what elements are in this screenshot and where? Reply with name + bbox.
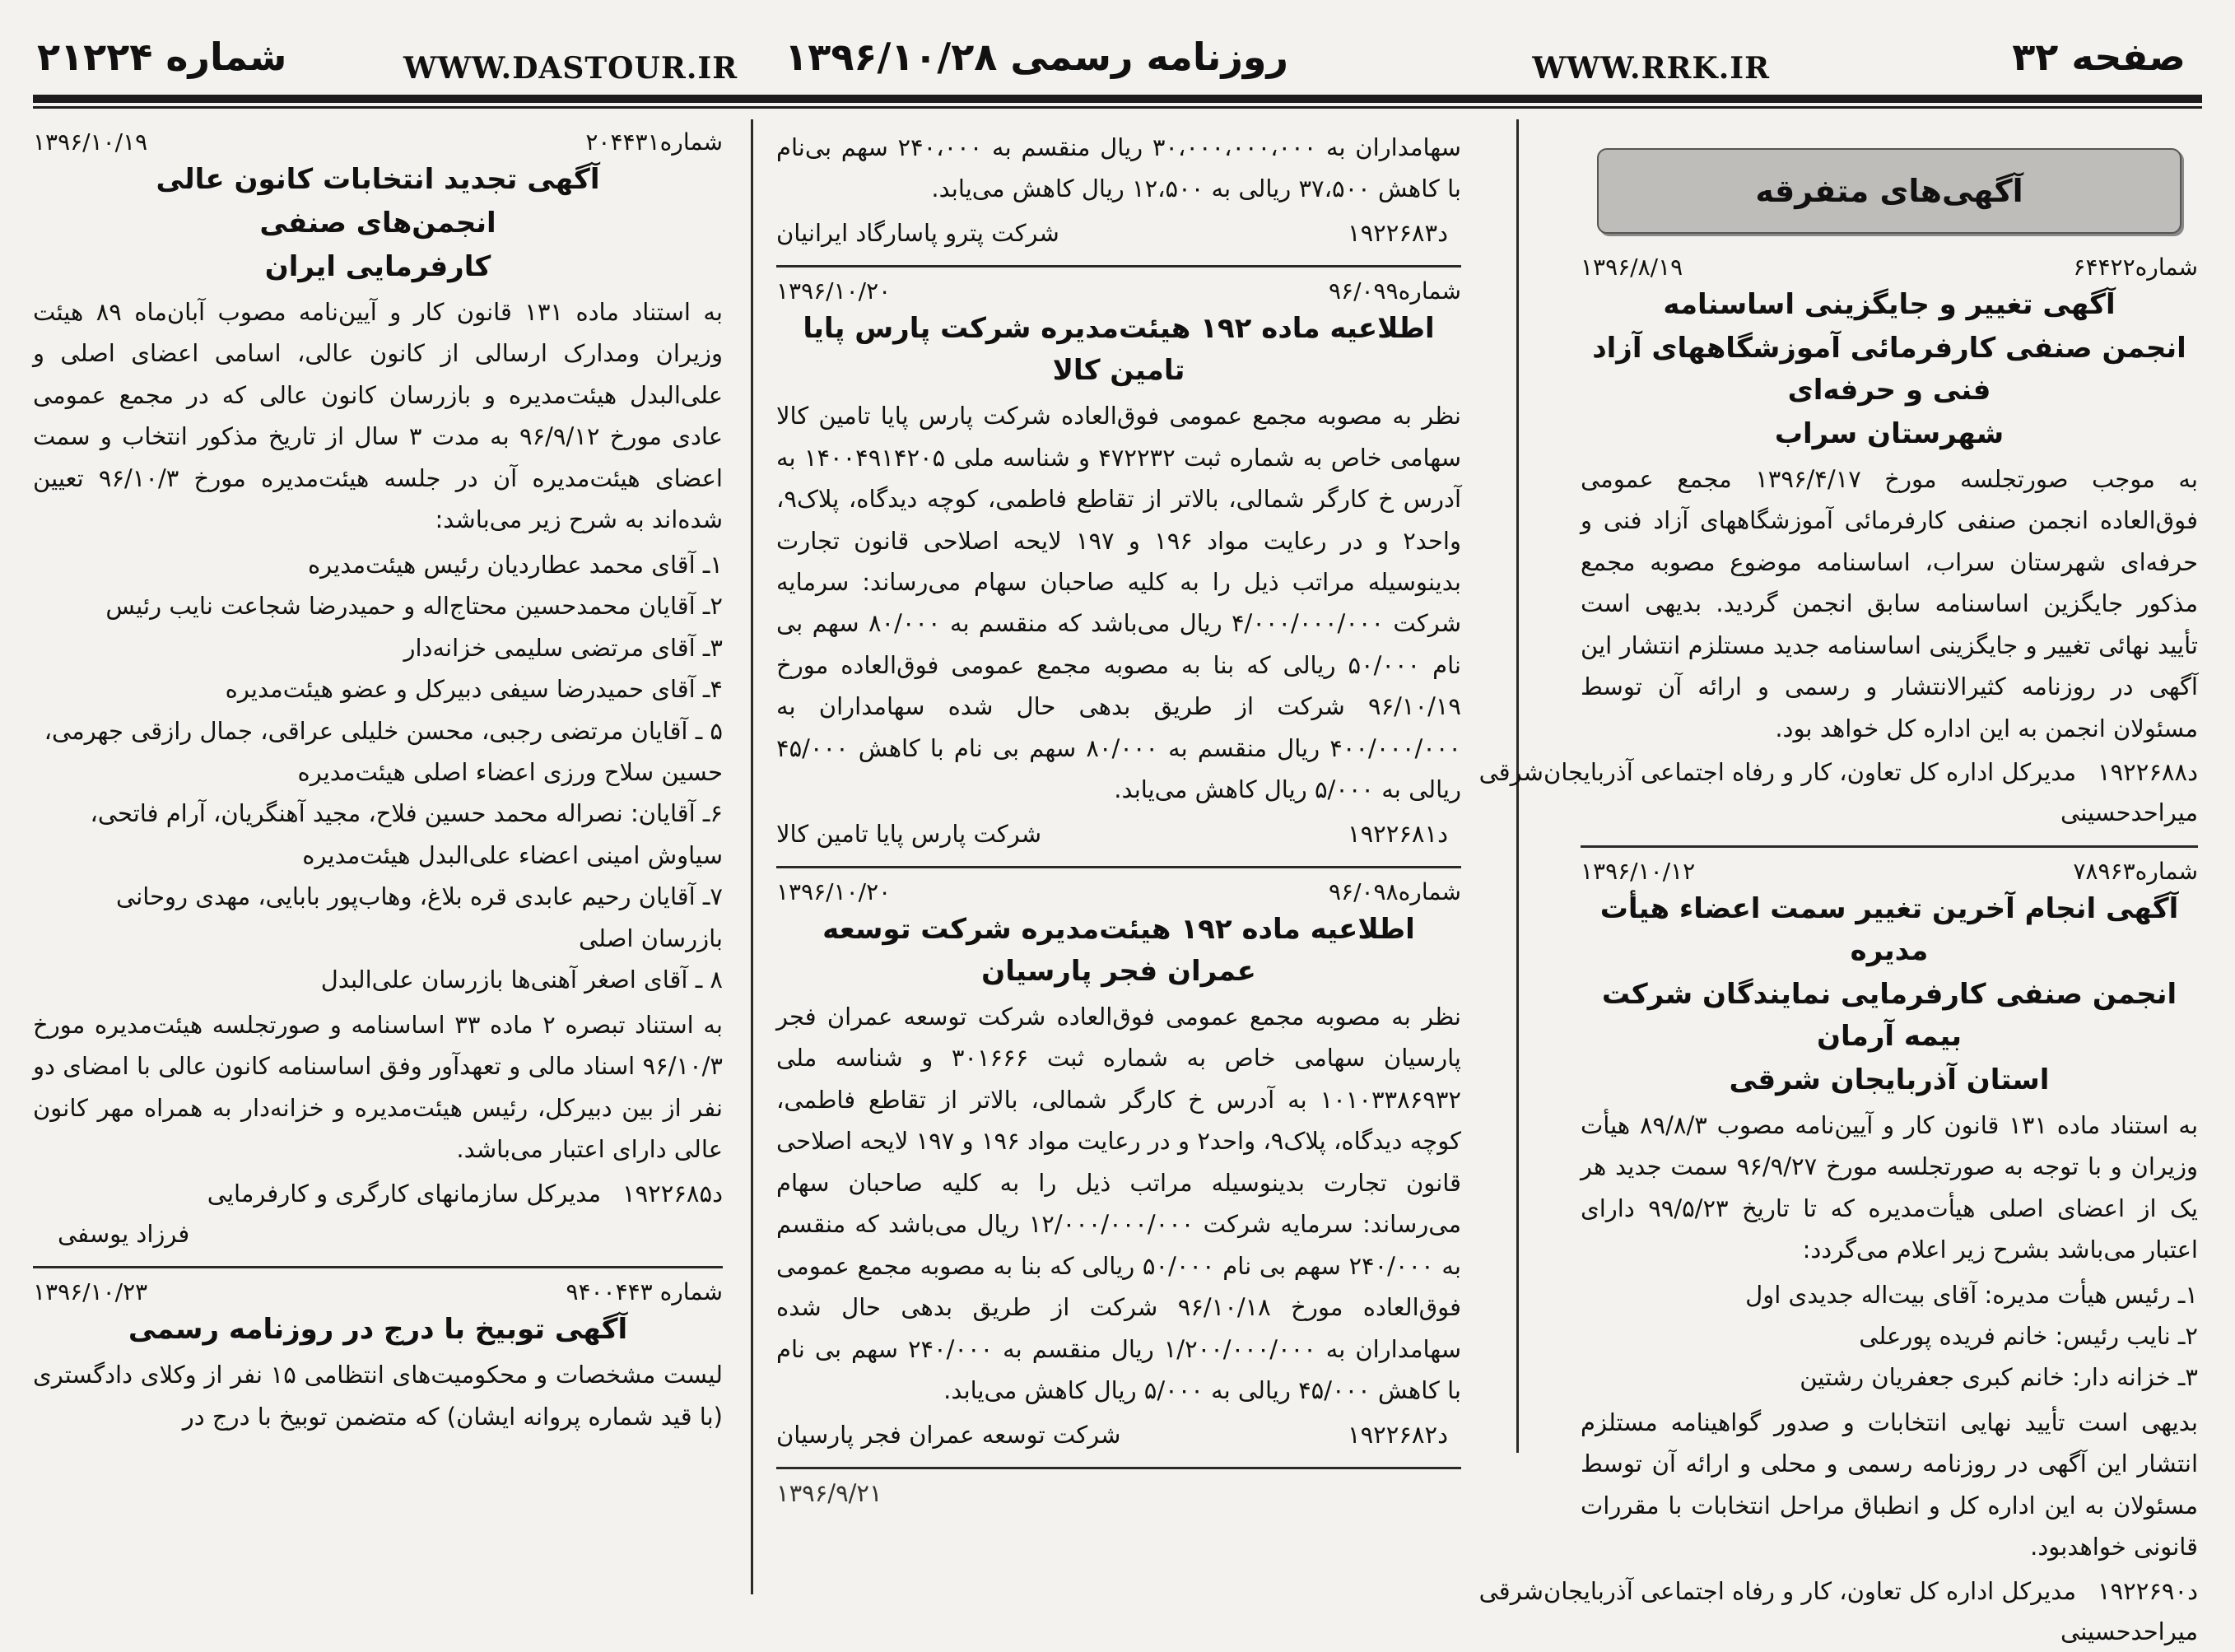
company-name: شرکت توسعه عمران فجر پارسیان: [776, 1420, 1121, 1449]
notice-code: د۱۹۲۲۶۸۱: [1348, 819, 1448, 848]
notice-title-line: آگهی انجام آخرین تغییر سمت اعضاء هیأت مدیره: [1599, 891, 2179, 967]
notice-code: د۱۹۲۲۶۸۸: [2098, 758, 2198, 787]
notice-9400443: [33, 1278, 723, 1437]
column-divider-left: [751, 119, 753, 1594]
page-header: [0, 0, 2235, 92]
notice-date: ۱۳۹۶/۱۰/۱۲: [1581, 857, 1696, 885]
signer-name: میراحدحسینی: [2060, 798, 2198, 827]
dastour-url-link[interactable]: WWW.DASTOUR.IR: [403, 51, 738, 86]
notice-separator: [776, 1467, 1461, 1469]
notice-code: د۱۹۲۲۶۹۰: [2098, 1576, 2198, 1605]
right-column: [1478, 123, 2199, 1646]
list-item: ۲ـ نایب رئیس: خانم فریده پورعلی: [1859, 1322, 2198, 1351]
notice-96-098: [776, 878, 1461, 1455]
list-item: ۲ـ آقایان محمدحسین محتاج‌اله و حمیدرضا شجاعت نایب رئیس: [105, 592, 723, 621]
notice-date: ۱۳۹۶/۱۰/۲۰: [776, 878, 892, 906]
list-item: ۵ ـ آقایان مرتضی رجبی، محسن خلیلی عراقی، جمال رازقی جهرمی، حسین سلاح ورزی اعضاء اصلی هیئت‌مدیره: [44, 716, 723, 786]
notice-body: نظر به مصوبه مجمع عمومی فوق‌العاده شرکت توسعه عمران فجر پارسیان سهامی خاص به شماره ثبت ۳۰۱۶۶۶ و شناسه ملی ۱۰۱۰۳۳۸۶۹۳۲ به آدرس خ کارگر شمالی، بالاتر از تقاطع فاطمی، کوچه دیدگاه، پلاک۹، واحد۲ و در رعایت مواد ۱۹۶ و ۱۹۷ لایحه اصلاحی قانون تجارت بدینوسیله مراتب ذیل را به کلیه صاحبان سهام می‌رساند: سرمایه شرکت ۱۲/۰۰۰/۰۰۰/۰۰۰ ریال می‌باشد که منقسم به ۲۴۰/۰۰۰ سهم بی نام ۵۰/۰۰۰ ریالی که بنا به مصوبه مجمع عمومی فوق‌العاده مورخ ۹۶/۱۰/۱۸ شرکت از طریق بدهی حال شده سهامداران به ۱/۲۰۰/۰۰۰/۰۰۰ ریال منقسم به ۲۴۰/۰۰۰ سهم بی نام با کاهش ۴۵/۰۰۰ ریالی به ۵/۰۰۰ ریال کاهش می‌یابد.: [776, 1003, 1461, 1405]
continued-notice: [776, 127, 1461, 254]
cut-off-notice: [776, 1479, 1461, 1507]
signer-title: مدیرکل سازمانهای کارگری و کارفرمایی: [207, 1179, 602, 1208]
notice-separator: [776, 866, 1461, 868]
notice-code: د۱۹۲۲۶۸۳: [1348, 218, 1448, 247]
notice-78963: [1478, 857, 2199, 1652]
notice-separator: [33, 1266, 723, 1268]
notice-code: د۱۹۲۲۶۸۵: [622, 1179, 723, 1208]
notice-body: لیست مشخصات و محکومیت‌های انتظامی ۱۵ نفر از وکلای دادگستری (با قید شماره پروانه ایشان) که متضمن توبیخ با درج در: [33, 1361, 723, 1431]
notice-number: شماره۷۸۹۶۳: [2073, 857, 2198, 885]
notice-number: شماره۶۴۴۲۲: [2073, 254, 2198, 281]
middle-column: [776, 123, 1461, 1594]
list-item: ۱ـ آقای محمد عطاردیان رئیس هیئت‌مدیره: [307, 550, 723, 579]
section-banner: آگهی‌های متفرقه: [1597, 148, 2181, 234]
company-name: شرکت پارس پایا تامین کالا: [776, 819, 1042, 848]
list-item: ۷ـ آقایان رحیم عابدی قره بلاغ، وهاب‌پور بابایی، مهدی روحانی بازرسان اصلی: [116, 882, 723, 952]
notice-title: اطلاعیه ماده ۱۹۲ هیئت‌مدیره شرکت پارس پایا تامین کالا: [803, 312, 1435, 388]
signer-title: مدیرکل اداره کل تعاون، کار و رفاه اجتماعی آذربایجان‌شرقی: [1478, 1576, 2077, 1605]
officer-list: [1581, 1274, 2198, 1398]
company-name: شرکت پترو پاسارگاد ایرانیان: [776, 218, 1059, 247]
notice-body-continued: به استناد تبصره ۲ ماده ۳۳ اساسنامه و صورتجلسه هیئت‌مدیره مورخ ۹۶/۱۰/۳ اسناد مالی و تعهدآور وفق اساسنامه کانون عالی با امضای دو نفر از بین دبیرکل، رئیس هیئت‌مدیره و خزانه‌دار به همراه مهر کانون عالی دارای اعتبار می‌باشد.: [33, 1010, 723, 1164]
notice-title-line: انجمن صنفی کارفرمایی نمایندگان شرکت بیمه آرمان: [1601, 977, 2177, 1053]
notice-date: ۱۳۹۶/۹/۲۱: [776, 1478, 882, 1507]
notice-body: به موجب صورتجلسه مورخ ۱۳۹۶/۴/۱۷ مجمع عمومی فوق‌العاده انجمن صنفی کارفرمائی آموزشگاههای آزاد فنی و حرفه‌ای شهرستان سراب، اساسنامه موضوع مصوبه مجمع مذکور جایگزین اساسنامه سابق انجمن گردید. بدیهی است تأیید نهائی تغییر و جایگزینی اساسنامه جدید مستلزم انتشار این آگهی در روزنامه کثیرالانتشار و رسمی و ارائه آن توسط مسئولان انجمن به این اداره کل خواهد بود.: [1581, 465, 2198, 742]
page-number: صفحه ۳۲: [2012, 35, 2186, 79]
notice-date: ۱۳۹۶/۱۰/۱۹: [33, 128, 148, 156]
header-rule-thin: [33, 106, 2202, 109]
notice-date: ۱۳۹۶/۱۰/۲۰: [776, 277, 892, 305]
notice-number: شماره۹۶/۰۹۸: [1328, 878, 1461, 906]
rrk-url-link[interactable]: WWW.RRK.IR: [1532, 51, 1770, 86]
notice-number: شماره ۹۴۰۰۴۴۳: [566, 1278, 723, 1306]
list-item: ۳ـ خزانه دار: خانم کبری جعفریان رشتین: [1800, 1363, 2198, 1392]
notice-body-continued: بدیهی است تأیید نهایی انتخابات و صدور گواهینامه مستلزم انتشار این آگهی در روزنامه رسمی و محلی و ارائه آن توسط مسئولان به این اداره کل و انطباق مراحل انتخابات با مقررات قانونی خواهدبود.: [1581, 1408, 2198, 1561]
notice-body: سهامداران به ۳۰،۰۰۰،۰۰۰،۰۰۰ ریال منقسم به ۲۴۰،۰۰۰ سهم بی‌نام با کاهش ۳۷،۵۰۰ ریالی به ۱۲،۵۰۰ ریال کاهش می‌یابد.: [776, 133, 1461, 203]
list-item: ۳ـ آقای مرتضی سلیمی خزانه‌دار: [403, 633, 723, 662]
notice-title: آگهی توبیخ با درج در روزنامه رسمی: [128, 1313, 628, 1347]
board-member-list: [33, 544, 723, 1001]
signer-name: فرزاد یوسفی: [58, 1219, 190, 1248]
list-item: ۱ـ رئیس هیأت مدیره: آقای بیت‌اله جدیدی اول: [1745, 1280, 2198, 1309]
notice-title-line: شهرستان سراب: [1774, 417, 2005, 450]
header-rule-thick: [33, 95, 2202, 103]
notice-body: به استناد ماده ۱۳۱ قانون کار و آیین‌نامه مصوب آبان‌ماه ۸۹ هیئت وزیران ومدارک ارسالی از کانون عالی، اسامی اعضای اصلی و علی‌البدل هیئت‌مدیره و بازرسان کانون عالی که در مجمع عمومی عادی مورخ ۹۶/۹/۱۲ به مدت ۳ سال از تاریخ مذکور انتخاب و سمت اعضای هیئت‌مدیره آن در جلسه هیئت‌مدیره مورخ ۹۶/۱۰/۳ تعیین شده‌اند به شرح زیر می‌باشد:: [33, 298, 723, 534]
notice-body: به استناد ماده ۱۳۱ قانون کار و آیین‌نامه مصوب ۸۹/۸/۳ هیأت وزیران و با توجه به صورتجلسه مورخ ۹۶/۹/۲۷ سمت جدید هر یک از اعضای اصلی هیأت‌مدیره که تا تاریخ ۹۹/۵/۲۳ دارای اعتبار می‌باشد بشرح زیر اعلام می‌گردد:: [1581, 1110, 2199, 1264]
left-column: [33, 123, 723, 1594]
signer-name: میراحدحسینی: [2060, 1617, 2198, 1646]
notice-title-line: انجمن‌های صنفی: [259, 207, 496, 240]
issue-number: شماره ۲۱۲۲۴: [37, 35, 287, 79]
list-item: ۴ـ آقای حمیدرضا سیفی دبیرکل و عضو هیئت‌مدیره: [225, 675, 723, 704]
notice-date: ۱۳۹۶/۱۰/۲۳: [33, 1278, 148, 1306]
notice-title-line: انجمن صنفی کارفرمائی آموزشگاههای آزاد فنی و حرفه‌ای: [1592, 332, 2186, 407]
notice-title: اطلاعیه ماده ۱۹۲ هیئت‌مدیره شرکت توسعه عمران فجر پارسیان: [822, 913, 1415, 989]
notice-64422: [1478, 254, 2198, 834]
notice-number: شماره۹۶/۰۹۹: [1328, 277, 1461, 305]
notice-title-line: آگهی تغییر و جایگزینی اساسنامه: [1663, 288, 2116, 321]
notice-96-099: [776, 277, 1461, 854]
notice-date: ۱۳۹۶/۸/۱۹: [1581, 254, 1683, 281]
list-item: ۸ ـ آقای اصغر آهنی‌ها بازرسان علی‌البدل: [320, 966, 723, 994]
notice-title-line: آگهی تجدید انتخابات کانون عالی: [156, 163, 600, 196]
signer-title: مدیرکل اداره کل تعاون، کار و رفاه اجتماعی آذربایجان‌شرقی: [1478, 758, 2077, 787]
paper-title: روزنامه رسمی ۱۳۹۶/۱۰/۲۸: [785, 35, 1288, 79]
notice-title-line: کارفرمایی ایران: [264, 250, 491, 283]
notice-separator: [776, 265, 1461, 268]
notice-204431: [33, 128, 723, 1254]
notice-title-line: استان آذربایجان شرقی: [1729, 1063, 2050, 1096]
notice-body: نظر به مصوبه مجمع عمومی فوق‌العاده شرکت پارس پایا تامین کالا سهامی خاص به شماره ثبت ۴۷۲۲۳۲ و شناسه ملی ۱۴۰۰۴۹۱۴۲۰۵ به آدرس خ کارگر شمالی، بالاتر از تقاطع فاطمی، کوچه دیدگاه، پلاک۹، واحد۲ و در رعایت مواد ۱۹۶ و ۱۹۷ لایحه اصلاحی قانون تجارت بدینوسیله مراتب ذیل را به کلیه صاحبان سهام می‌رساند: سرمایه شرکت ۴/۰۰۰/۰۰۰/۰۰۰ ریال می‌باشد که منقسم به ۸۰/۰۰۰ سهم بی نام ۵۰/۰۰۰ ریالی که بنا به مصوبه مجمع عمومی فوق‌العاده مورخ ۹۶/۱۰/۱۹ شرکت از طریق بدهی حال شده سهامداران به ۴۰۰/۰۰۰/۰۰۰ ریال منقسم به ۸۰/۰۰۰ سهم بی نام با کاهش ۴۵/۰۰۰ ریالی به ۵/۰۰۰ ریال کاهش می‌یابد.: [776, 402, 1461, 804]
notice-code: د۱۹۲۲۶۸۲: [1348, 1420, 1448, 1449]
notice-number: شماره۲۰۴۴۳۱: [585, 128, 723, 156]
list-item: ۶ـ آقایان: نصراله محمد حسین فلاح، مجید آهنگریان، آرام فاتحی، سیاوش امینی اعضاء علی‌البدل هیئت‌مدیره: [90, 799, 723, 869]
notice-separator: [1581, 845, 2198, 848]
